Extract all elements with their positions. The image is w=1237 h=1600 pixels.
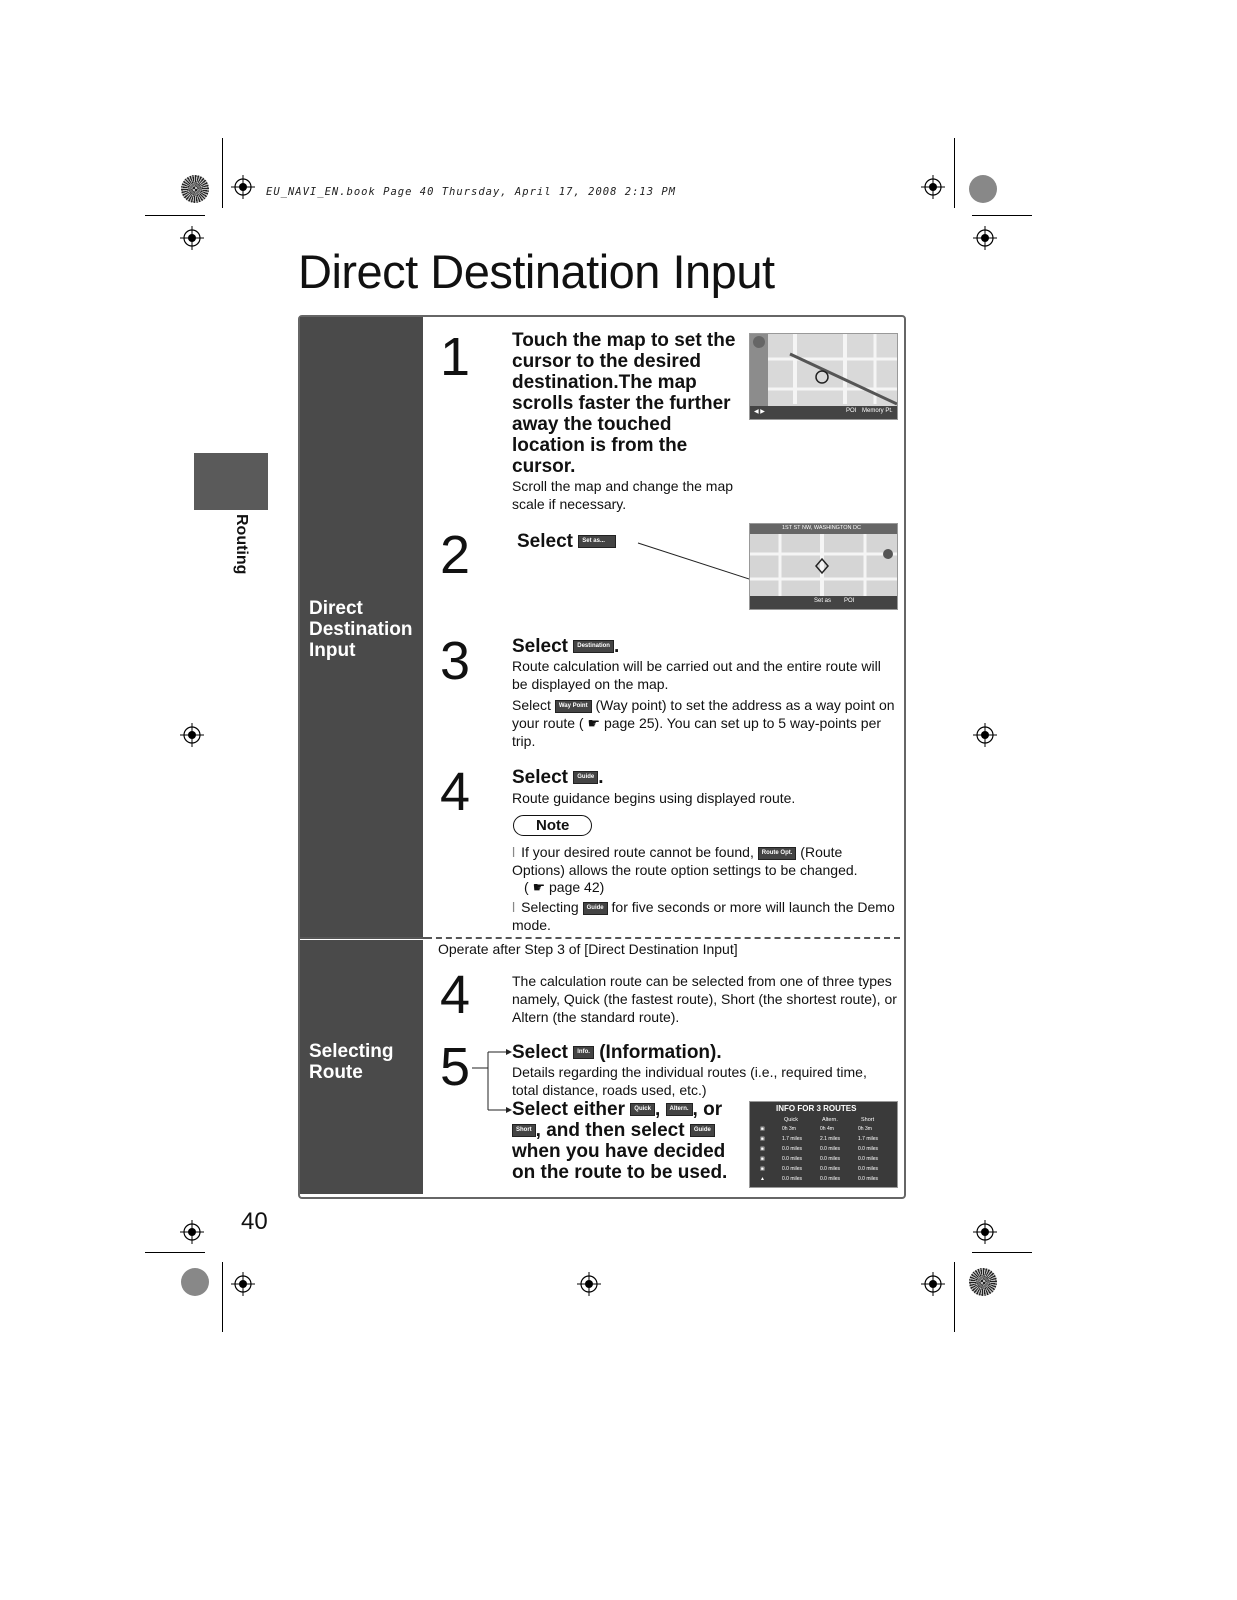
info-button[interactable]: Info. bbox=[573, 1046, 594, 1059]
section-tab-label: Routing bbox=[233, 514, 250, 575]
step-1-note: Scroll the map and change the map scale if necessary. bbox=[512, 478, 734, 512]
info-cell: 0h 4m bbox=[820, 1126, 834, 1132]
info-cell: 1.7 miles bbox=[782, 1136, 803, 1142]
pointing-hand-icon: ☛ bbox=[587, 715, 601, 731]
step-3-waypoint-text bbox=[512, 696, 897, 750]
short-button[interactable]: Short bbox=[512, 1124, 536, 1137]
info-cell: 0.0 miles bbox=[782, 1166, 803, 1172]
route-options-button[interactable]: Route Opt. bbox=[758, 847, 797, 860]
waypoint-explanation: (Way point) to set the address as a way point on your route ( bbox=[512, 697, 895, 731]
section-tab-marker bbox=[194, 453, 268, 510]
page-title: Direct Destination Input bbox=[298, 245, 775, 298]
select-either-text: Select either bbox=[512, 1099, 625, 1120]
section-divider bbox=[300, 937, 426, 939]
registration-target-icon bbox=[921, 175, 945, 199]
crop-line bbox=[222, 138, 223, 208]
row-icon: ▣ bbox=[760, 1126, 765, 1132]
period: . bbox=[598, 767, 604, 788]
info-row bbox=[750, 1166, 897, 1175]
page-number: 40 bbox=[241, 1208, 268, 1235]
step-number: 2 bbox=[440, 525, 471, 585]
crop-line bbox=[222, 1262, 223, 1332]
info-cell: 0.0 miles bbox=[782, 1146, 803, 1152]
crop-line bbox=[145, 215, 205, 216]
note-bullet-1 bbox=[512, 843, 897, 879]
pointing-hand-icon: ☛ bbox=[532, 879, 546, 895]
info-cell: 2.1 miles bbox=[820, 1136, 841, 1142]
note-1-text-start: If your desired route cannot be found, bbox=[521, 844, 754, 860]
registration-target-icon bbox=[231, 175, 255, 199]
select-word: Select bbox=[512, 697, 551, 713]
crop-line bbox=[954, 1262, 955, 1332]
set-as-button[interactable]: Set as bbox=[814, 598, 832, 604]
info-cell: 0.0 miles bbox=[782, 1176, 803, 1182]
row-icon: ▲ bbox=[760, 1176, 765, 1182]
info-cell: 0h 3m bbox=[782, 1126, 796, 1132]
registration-target-icon bbox=[973, 723, 997, 747]
row-icon: ▣ bbox=[760, 1156, 765, 1162]
step-number: 5 bbox=[440, 1037, 471, 1097]
way-point-button[interactable]: Way Point bbox=[555, 700, 592, 713]
note-2-text-start: Selecting bbox=[521, 899, 579, 915]
select-word: Select bbox=[512, 1042, 568, 1063]
step-4-description: Route guidance begins using displayed route. bbox=[512, 790, 796, 806]
guide-button[interactable]: Guide bbox=[583, 902, 608, 915]
guide-button[interactable]: Guide bbox=[690, 1124, 715, 1137]
then-select-text: , and then select bbox=[535, 1120, 685, 1141]
poi-button[interactable]: POI bbox=[844, 598, 855, 604]
note-bullet-2 bbox=[512, 898, 897, 934]
info-cell: 0.0 miles bbox=[858, 1146, 879, 1152]
step-number: 1 bbox=[440, 327, 471, 387]
info-cell: 0h 3m bbox=[858, 1126, 872, 1132]
map-screenshot-2 bbox=[749, 523, 898, 610]
map-screenshot-1 bbox=[749, 333, 898, 420]
registration-target-icon bbox=[973, 1220, 997, 1244]
step-number: 4 bbox=[440, 762, 471, 822]
step-number: 4 bbox=[440, 965, 471, 1025]
step-1-instruction: Touch the map to set the cursor to the desired destination.The map scrolls faster the further away the touched location is from the cursor. bbox=[512, 330, 736, 477]
registration-target-icon bbox=[921, 1272, 945, 1296]
bullet-mark: l bbox=[512, 844, 516, 860]
crop-line bbox=[972, 215, 1032, 216]
section-divider-dashed bbox=[426, 937, 900, 939]
guide-button[interactable]: Guide bbox=[573, 771, 598, 784]
paren-open: ( bbox=[524, 879, 529, 895]
info-row bbox=[750, 1156, 897, 1165]
note-1-text-end: (Route Options) allows the route option settings to be changed. bbox=[512, 844, 858, 878]
waypoint-page-reference: page 25). You can set up to 5 way-points per trip. bbox=[512, 715, 882, 749]
bullet-mark: l bbox=[512, 899, 516, 915]
select-word: Select bbox=[512, 767, 568, 788]
info-cell: 0.0 miles bbox=[858, 1166, 879, 1172]
info-cell: 0.0 miles bbox=[858, 1156, 879, 1162]
info-column-altern: Altern. bbox=[822, 1117, 838, 1123]
info-row bbox=[750, 1136, 897, 1145]
info-cell: 0.0 miles bbox=[782, 1156, 803, 1162]
registration-rosette-top-right bbox=[969, 175, 997, 203]
quick-button[interactable]: Quick bbox=[630, 1103, 655, 1116]
crop-line bbox=[972, 1252, 1032, 1253]
step-5-description: Details regarding the individual routes (i.e., required time, total distance, roads used, etc.) bbox=[512, 1064, 867, 1098]
info-column-short: Short bbox=[861, 1117, 875, 1123]
info-cell: 0.0 miles bbox=[820, 1156, 841, 1162]
row-icon: ▣ bbox=[760, 1166, 765, 1172]
select-word: Select bbox=[517, 531, 573, 552]
step-3-description: Route calculation will be carried out and the entire route will be displayed on the map. bbox=[512, 658, 881, 692]
registration-rosette-top-left bbox=[181, 175, 209, 203]
print-header-line: EU_NAVI_EN.book Page 40 Thursday, April 17, 2008 2:13 PM bbox=[266, 186, 677, 198]
operate-after-caption: Operate after Step 3 of [Direct Destination Input] bbox=[438, 941, 738, 957]
altern-button[interactable]: Altern. bbox=[666, 1103, 693, 1116]
step-3-instruction bbox=[512, 636, 619, 657]
row-icon: ▣ bbox=[760, 1136, 765, 1142]
section-label-selecting-route: Selecting Route bbox=[309, 1041, 394, 1083]
map-address-bar: 1ST ST NW, WASHINGTON DC bbox=[782, 525, 861, 531]
registration-target-icon bbox=[231, 1272, 255, 1296]
registration-target-icon bbox=[180, 1220, 204, 1244]
comma: , bbox=[654, 1099, 661, 1120]
map-scroll-buttons[interactable]: ◀ ▶ bbox=[754, 409, 765, 415]
destination-button[interactable]: Destination bbox=[573, 640, 614, 653]
route-types-description: The calculation route can be selected from one of three types namely, Quick (the fastest route), Short (the shortest route), or Altern (the standard route). bbox=[512, 973, 897, 1025]
step-5-select-route-instruction bbox=[512, 1099, 748, 1183]
step-5-instruction bbox=[512, 1042, 722, 1063]
information-word: (Information). bbox=[599, 1042, 722, 1063]
info-cell: 0.0 miles bbox=[820, 1146, 841, 1152]
period: . bbox=[613, 636, 620, 657]
step-4-instruction bbox=[512, 767, 604, 788]
info-3-routes-screenshot bbox=[749, 1101, 898, 1188]
registration-rosette-bottom-left bbox=[181, 1268, 209, 1296]
step-5-arrows bbox=[470, 1044, 514, 1116]
set-as-button[interactable]: Set as... bbox=[578, 535, 616, 548]
note-label: Note bbox=[513, 815, 592, 836]
crop-line bbox=[954, 138, 955, 208]
memory-point-button[interactable]: Memory Pt. bbox=[862, 408, 893, 414]
info-cell: 0.0 miles bbox=[858, 1176, 879, 1182]
registration-target-icon bbox=[577, 1272, 601, 1296]
step-number: 3 bbox=[440, 631, 471, 691]
registration-target-icon bbox=[973, 226, 997, 250]
registration-target-icon bbox=[180, 226, 204, 250]
info-row bbox=[750, 1126, 897, 1135]
info-cell: 0.0 miles bbox=[820, 1176, 841, 1182]
row-icon: ▣ bbox=[760, 1146, 765, 1152]
step-2-instruction bbox=[517, 531, 616, 552]
info-row bbox=[750, 1146, 897, 1155]
note-2-text-end: for five seconds or more will launch the Demo mode. bbox=[512, 899, 895, 933]
decided-route-text: when you have decided on the route to be used. bbox=[512, 1141, 728, 1183]
info-column-quick: Quick bbox=[784, 1117, 799, 1123]
note-bullet-1-reference bbox=[524, 878, 604, 896]
info-cell: 1.7 miles bbox=[858, 1136, 879, 1142]
registration-rosette-bottom-right bbox=[969, 1268, 997, 1296]
info-row bbox=[750, 1176, 897, 1185]
or-text: , or bbox=[692, 1099, 723, 1120]
crop-line bbox=[145, 1252, 205, 1253]
info-screen-title: INFO FOR 3 ROUTES bbox=[776, 1104, 857, 1113]
poi-button[interactable]: POI bbox=[846, 408, 857, 414]
registration-target-icon bbox=[180, 723, 204, 747]
select-word: Select bbox=[512, 636, 568, 657]
section-label-direct-destination-input: Direct Destination Input bbox=[309, 598, 413, 661]
info-cell: 0.0 miles bbox=[820, 1166, 841, 1172]
note-1-page-reference: page 42) bbox=[549, 879, 605, 895]
